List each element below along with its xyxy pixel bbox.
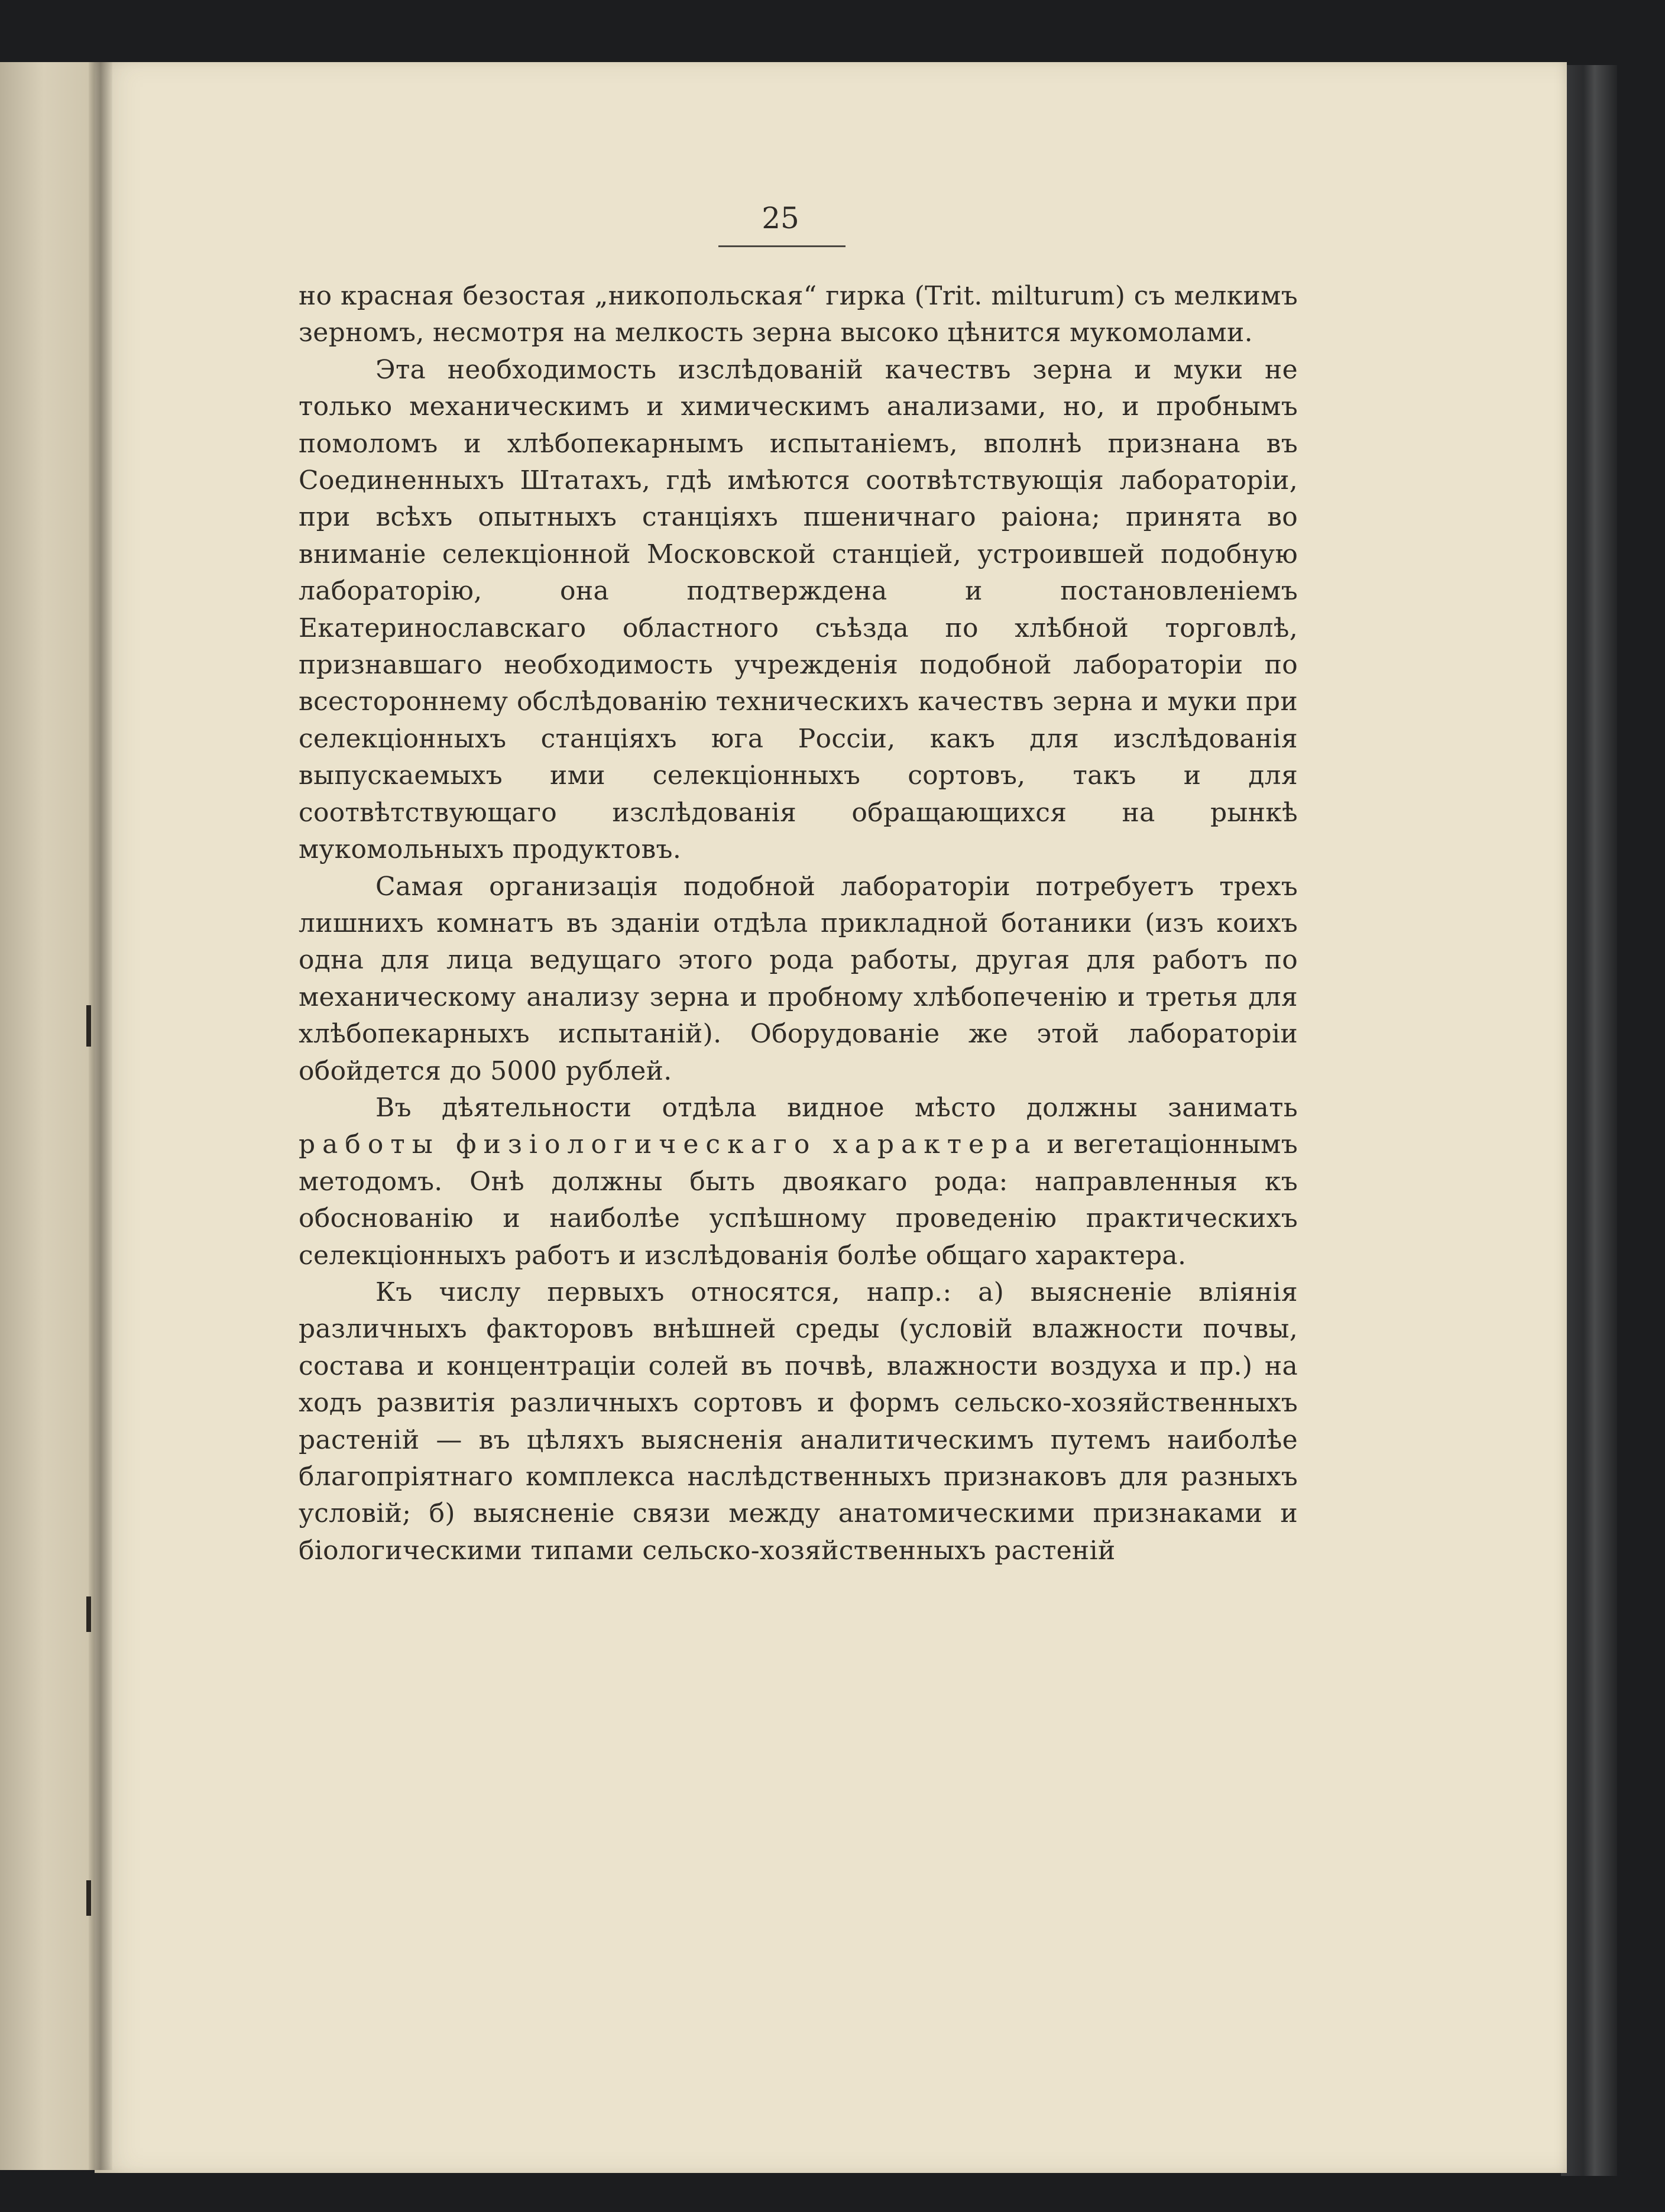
body-text <box>299 278 1298 1569</box>
emphasized-text: работы физіологическаго характера <box>299 1129 1038 1160</box>
paragraph-text: Въ дѣятельности отдѣла видное мѣсто должны занимать <box>375 1092 1298 1123</box>
paragraph: Эта необходимость изслѣдованій качествъ зерна и муки не только механическимъ и химическимъ анализами, но, и пробнымъ помоломъ и хлѣбопекарнымъ испытаніемъ, вполнѣ признана въ Соединенныхъ Штатахъ, гдѣ имѣются соотвѣтствующія лабораторіи, при всѣхъ опытныхъ станціяхъ пшеничнаго раiона; принята во вниманіе селекціонной Московской станціей, устроившей подобную лабораторію, она подтверждена и постановленіемъ Екатеринославскаго областного съѣзда по хлѣбной торговлѣ, признавшаго необходимость учрежденія подобной лабораторіи по всестороннему обслѣдованію техническихъ качествъ зерна и муки при селекціонныхъ станціяхъ юга Россіи, какъ для изслѣдованія выпускаемыхъ ими селекціонныхъ сортовъ, такъ и для соотвѣтствующаго изслѣдованія обращающихся на рынкѣ мукомольныхъ продуктовъ. <box>299 354 1298 865</box>
paragraph-text: и вегетаціоннымъ методомъ. Онѣ должны быть двоякаго рода: направленныя къ обоснованію и наиболѣе успѣшному проведенію практическихъ селекціонныхъ работъ и изслѣдованія болѣе общаго характера. <box>299 1129 1298 1271</box>
page-number-rule <box>718 245 846 247</box>
binding-thread-mark <box>86 1880 91 1916</box>
page-gutter <box>89 62 112 2170</box>
paragraph: Къ числу первыхъ относятся, напр.: а) выясненіе вліянія различныхъ факторовъ внѣшней среды (условій влажности почвы, состава и концентраціи солей въ почвѣ, влажности воздуха и пр.) на ходъ развитія различныхъ сортовъ и формъ сельско-хозяйственныхъ растеній — въ цѣляхъ выясненія аналитическимъ путемъ наиболѣе благопріятнаго комплекса наслѣдственныхъ признаковъ для разныхъ условій; б) выясненіе связи между анатомическими признаками и біологическими типами сельско-хозяйственныхъ растеній <box>299 1277 1298 1566</box>
book-cover-edge <box>1561 65 1617 2176</box>
paragraph <box>299 1090 1298 1274</box>
binding-thread-mark <box>86 1596 91 1632</box>
binding-thread-mark <box>86 1005 91 1047</box>
paragraph: Самая организація подобной лабораторіи потребуетъ трехъ лишнихъ комнатъ въ зданіи отдѣла прикладной ботаники (изъ коихъ одна для лица ведущаго этого рода работы, другая для работъ по механическому анализу зерна и пробному хлѣбопеченію и третья для хлѣбопекарныхъ испытаній). Оборудованіе же этой лабораторіи обойдется до 5000 рублей. <box>299 871 1298 1086</box>
paragraph: но красная безостая „никопольская“ гирка (Trit. milturum) съ мелкимъ зерномъ, несмотря на мелкость зерна высоко цѣнится мукомолами. <box>299 281 1298 348</box>
page-number: 25 <box>762 201 799 235</box>
